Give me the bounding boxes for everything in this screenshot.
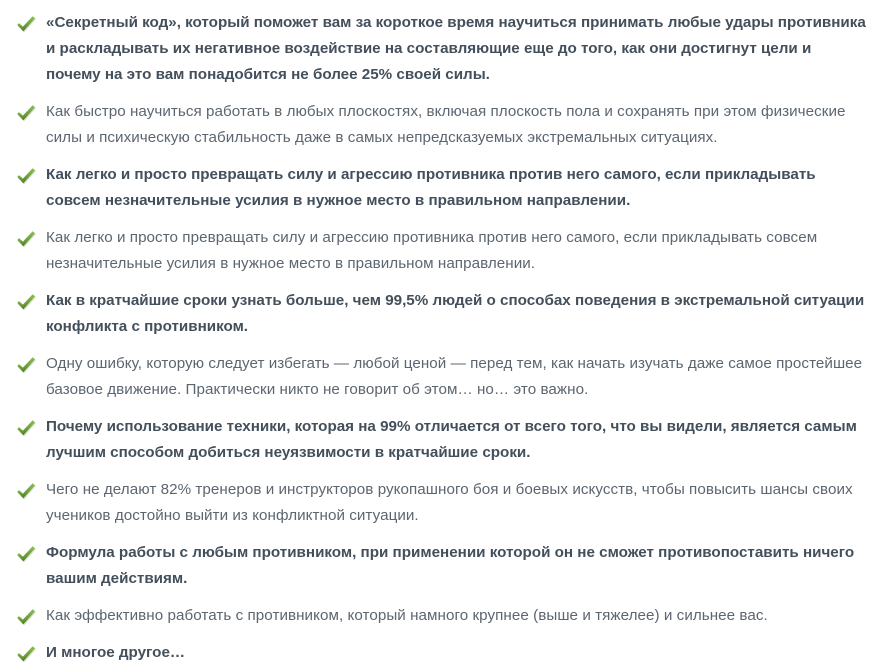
list-item-1 (14, 10, 868, 88)
green-check-icon (14, 416, 38, 440)
list-item-text: Одну ошибку, которую следует избегать — любой ценой — перед тем, как начать изучать даже самое простейшее базовое движение. Практически никто не говорит об этом… но… это важно. (46, 355, 863, 398)
green-check-icon (14, 101, 38, 125)
list-item-text: Как эффективно работать с противником, который намного крупнее (выше и тяжелее) и сильнее вас. (46, 607, 768, 624)
green-check-icon (14, 605, 38, 629)
list-item-5 (14, 288, 868, 340)
list-item-9 (14, 540, 868, 592)
list-item-11 (14, 640, 868, 666)
list-item-4 (14, 225, 868, 277)
list-item-text: И многое другое… (46, 644, 186, 661)
green-check-icon (14, 227, 38, 251)
green-check-icon (14, 479, 38, 503)
list-item-text: Как легко и просто превращать силу и агрессию противника против него самого, если прикладывать совсем незначительные усилия в нужное место в правильном направлении. (46, 166, 816, 209)
list-item-text: Почему использование техники, которая на 99% отличается от всего того, что вы видели, является самым лучшим способом добиться неуязвимости в кратчайшие сроки. (46, 418, 857, 461)
list-item-text: Как легко и просто превращать силу и агрессию противника против него самого, если прикладывать совсем незначительные усилия в нужное место в правильном направлении. (46, 229, 818, 272)
list-item-text: Формула работы с любым противником, при применении которой он не сможет противопоставить ничего вашим действиям. (46, 544, 855, 587)
list-item-text: Как в кратчайшие сроки узнать больше, чем 99,5% людей о способах поведения в экстремальной ситуации конфликта с противником. (46, 292, 865, 335)
list-item-text: Как быстро научиться работать в любых плоскостях, включая плоскость пола и сохранять при этом физические силы и психическую стабильность даже в самых непредсказуемых экстремальных ситуациях. (46, 103, 846, 146)
list-item-text: «Секретный код», который поможет вам за короткое время научиться принимать любые удары противника и раскладывать их негативное воздействие на составляющие еще до того, как они достигнут цели и почему на это вам понадобится не более 25% своей силы. (46, 14, 866, 83)
green-check-icon (14, 164, 38, 188)
list-item-6 (14, 351, 868, 403)
green-check-icon (14, 642, 38, 666)
list-item-7 (14, 414, 868, 466)
green-check-icon (14, 353, 38, 377)
list-item-8 (14, 477, 868, 529)
list-item-10 (14, 603, 868, 629)
list-item-3 (14, 162, 868, 214)
list-item-text: Чего не делают 82% тренеров и инструкторов рукопашного боя и боевых искусств, чтобы повысить шансы своих учеников достойно выйти из конфликтной ситуации. (46, 481, 853, 524)
green-check-icon (14, 12, 38, 36)
green-check-icon (14, 290, 38, 314)
green-check-icon (14, 542, 38, 566)
list-item-2 (14, 99, 868, 151)
